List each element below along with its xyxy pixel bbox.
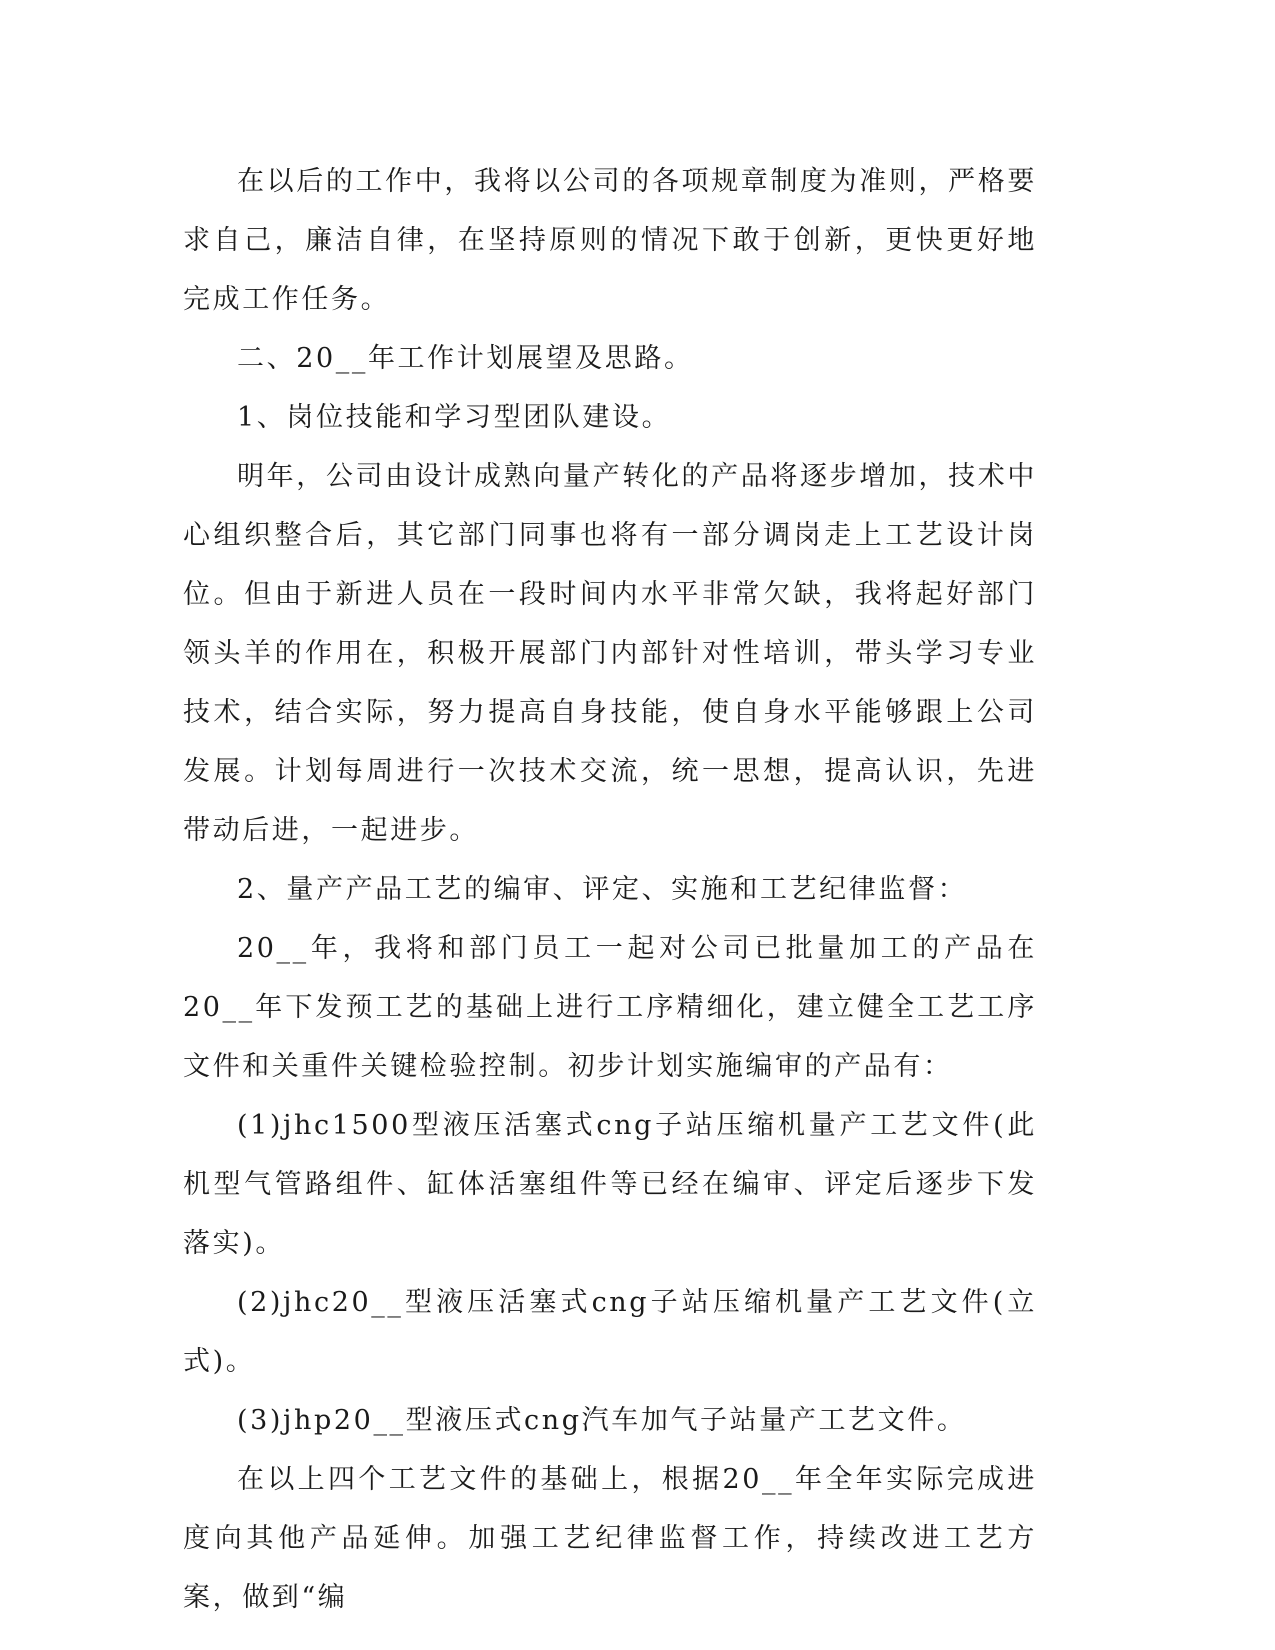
list-item-product-1: (1)jhc1500型液压活塞式cng子站压缩机量产工艺文件(此机型气管路组件、缸体活塞组件等已经在编审、评定后逐步下发落实)。 <box>183 1110 1037 1259</box>
list-item-product-2: (2)jhc20__型液压活塞式cng子站压缩机量产工艺文件(立式)。 <box>183 1287 1037 1377</box>
paragraph-extension: 在以上四个工艺文件的基础上，根据20__年全年实际完成进度向其他产品延伸。加强工艺纪律监督工作，持续改进工艺方案，做到“编 <box>183 1464 1037 1613</box>
subheading-process-review: 2、量产产品工艺的编审、评定、实施和工艺纪律监督： <box>237 874 968 905</box>
subheading-team-building: 1、岗位技能和学习型团队建设。 <box>237 402 672 433</box>
section-heading-work-plan: 二、20__年工作计划展望及思路。 <box>237 343 694 374</box>
document-body <box>183 152 1037 1627</box>
paragraph-team-building: 明年，公司由设计成熟向量产转化的产品将逐步增加，技术中心组织整合后，其它部门同事也将有一部分调岗走上工艺设计岗位。但由于新进人员在一段时间内水平非常欠缺，我将起好部门领头羊的作用在，积极开展部门内部针对性培训，带头学习专业技术，结合实际，努力提高自身技能，使自身水平能够跟上公司发展。计划每周进行一次技术交流，统一思想，提高认识，先进带动后进，一起进步。 <box>183 461 1037 846</box>
paragraph-process-review: 20__年，我将和部门员工一起对公司已批量加工的产品在20__年下发预工艺的基础上进行工序精细化，建立健全工艺工序文件和关重件关键检验控制。初步计划实施编审的产品有： <box>183 933 1037 1082</box>
list-item-product-3: (3)jhp20__型液压式cng汽车加气子站量产工艺文件。 <box>237 1405 967 1436</box>
paragraph-work-principles: 在以后的工作中，我将以公司的各项规章制度为准则，严格要求自己，廉洁自律，在坚持原则的情况下敢于创新，更快更好地完成工作任务。 <box>183 166 1037 315</box>
